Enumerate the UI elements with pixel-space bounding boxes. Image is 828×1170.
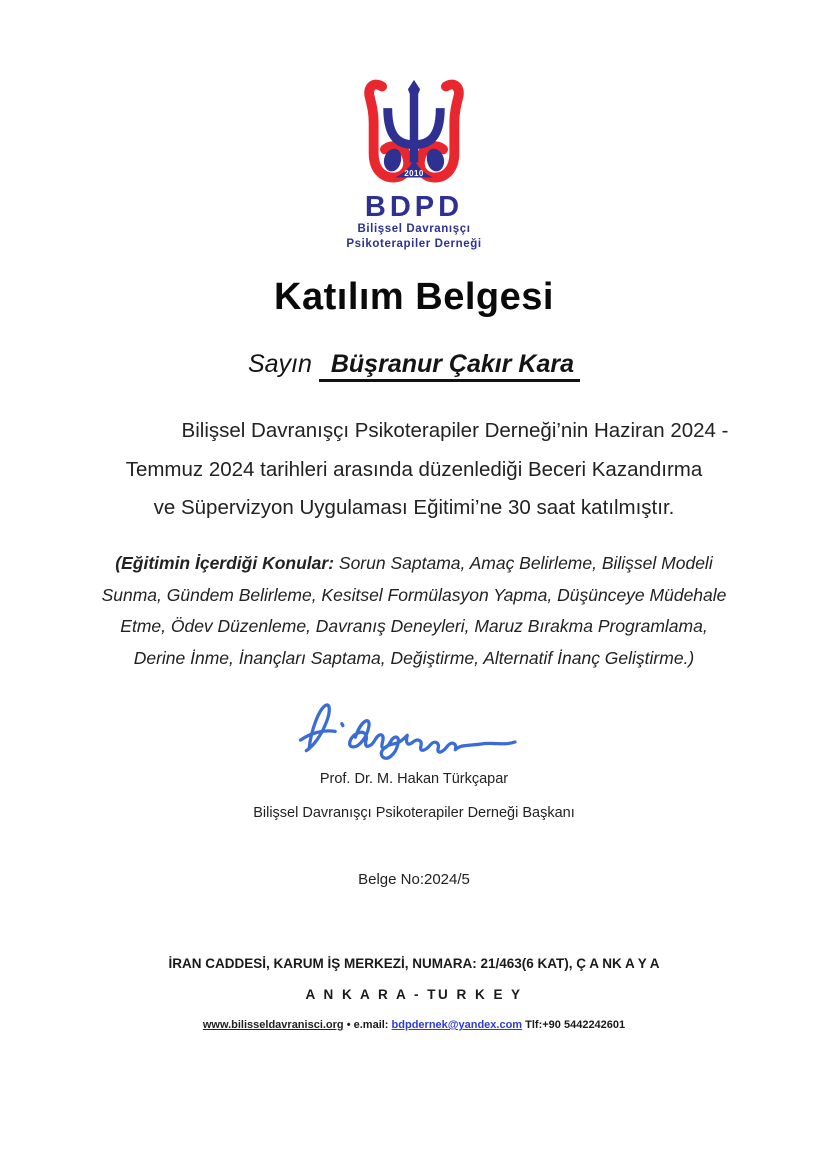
body-line-3: ve Süpervizyon Uygulaması Eğitimi’ne 30 saat katılmıştır.: [153, 496, 675, 519]
body-line-1: Bilişsel Davranışçı Psikoterapiler Derneği’nin Haziran 2024 -: [181, 419, 729, 442]
body-line-2: Temmuz 2024 tarihleri arasında düzenlediği Beceri Kazandırma: [125, 457, 703, 481]
recipient-salutation: Sayın: [247, 350, 312, 378]
footer-address-line2: A N K A R A - TU R K E Y: [305, 987, 523, 1002]
topics-line-1-rest: Sorun Saptama, Amaç Belirleme, Bilişsel Modeli: [338, 553, 713, 573]
topics-line-2: Sunma, Gündem Belirleme, Kesitsel Formülasyon Yapma, Düşünceye Müdehale: [101, 584, 727, 605]
website-link[interactable]: www.bilisseldavranisci.org: [202, 1019, 344, 1031]
logo-year: 2010: [404, 169, 424, 179]
document-number: Belge No:2024/5: [358, 871, 470, 888]
footer-contact-line: [0, 1019, 828, 1031]
topics-line-3: Etme, Ödev Düzenleme, Davranış Deneyleri, Maruz Bırakma Programlama,: [120, 616, 708, 636]
footer-address-line1: İRAN CADDESİ, KARUM İŞ MERKEZİ, NUMARA: 21/463(6 KAT), Ç A NK A Y A: [168, 956, 660, 971]
signatory-title: Bilişsel Davranışçı Psikoterapiler Derneği Başkanı: [253, 805, 575, 821]
bdpd-logo-icon: [353, 78, 475, 186]
bdpd-logo-block: [0, 78, 828, 252]
certificate-title: Katılım Belgesi: [274, 276, 554, 318]
phone-number: Tlf:+90 5442242601: [525, 1019, 626, 1031]
topics-line-1: [0, 548, 828, 580]
topics-paragraph: [0, 548, 828, 674]
logo-org-name-line2: Psikoterapiler Derneği: [346, 238, 482, 250]
topics-lead: (Eğitimin İçerdiği Konular:: [115, 553, 335, 573]
signature-block: [0, 692, 828, 772]
signature-autograph: [289, 692, 539, 767]
body-paragraph: [0, 412, 828, 528]
signatory-name: Prof. Dr. M. Hakan Türkçapar: [319, 771, 509, 787]
logo-acronym: BDPD: [364, 191, 464, 223]
topics-line-4: Derine İnme, İnançları Saptama, Değiştirme, Alternatif İnanç Geliştirme.): [133, 647, 695, 668]
email-link[interactable]: bdpdernek@yandex.com: [391, 1019, 523, 1031]
logo-org-name-line1: Bilişsel Davranışçı: [357, 223, 471, 235]
recipient-name: Büşranur Çakır Kara: [319, 350, 580, 382]
recipient-line: [0, 350, 828, 379]
email-label: • e.mail:: [346, 1019, 389, 1031]
